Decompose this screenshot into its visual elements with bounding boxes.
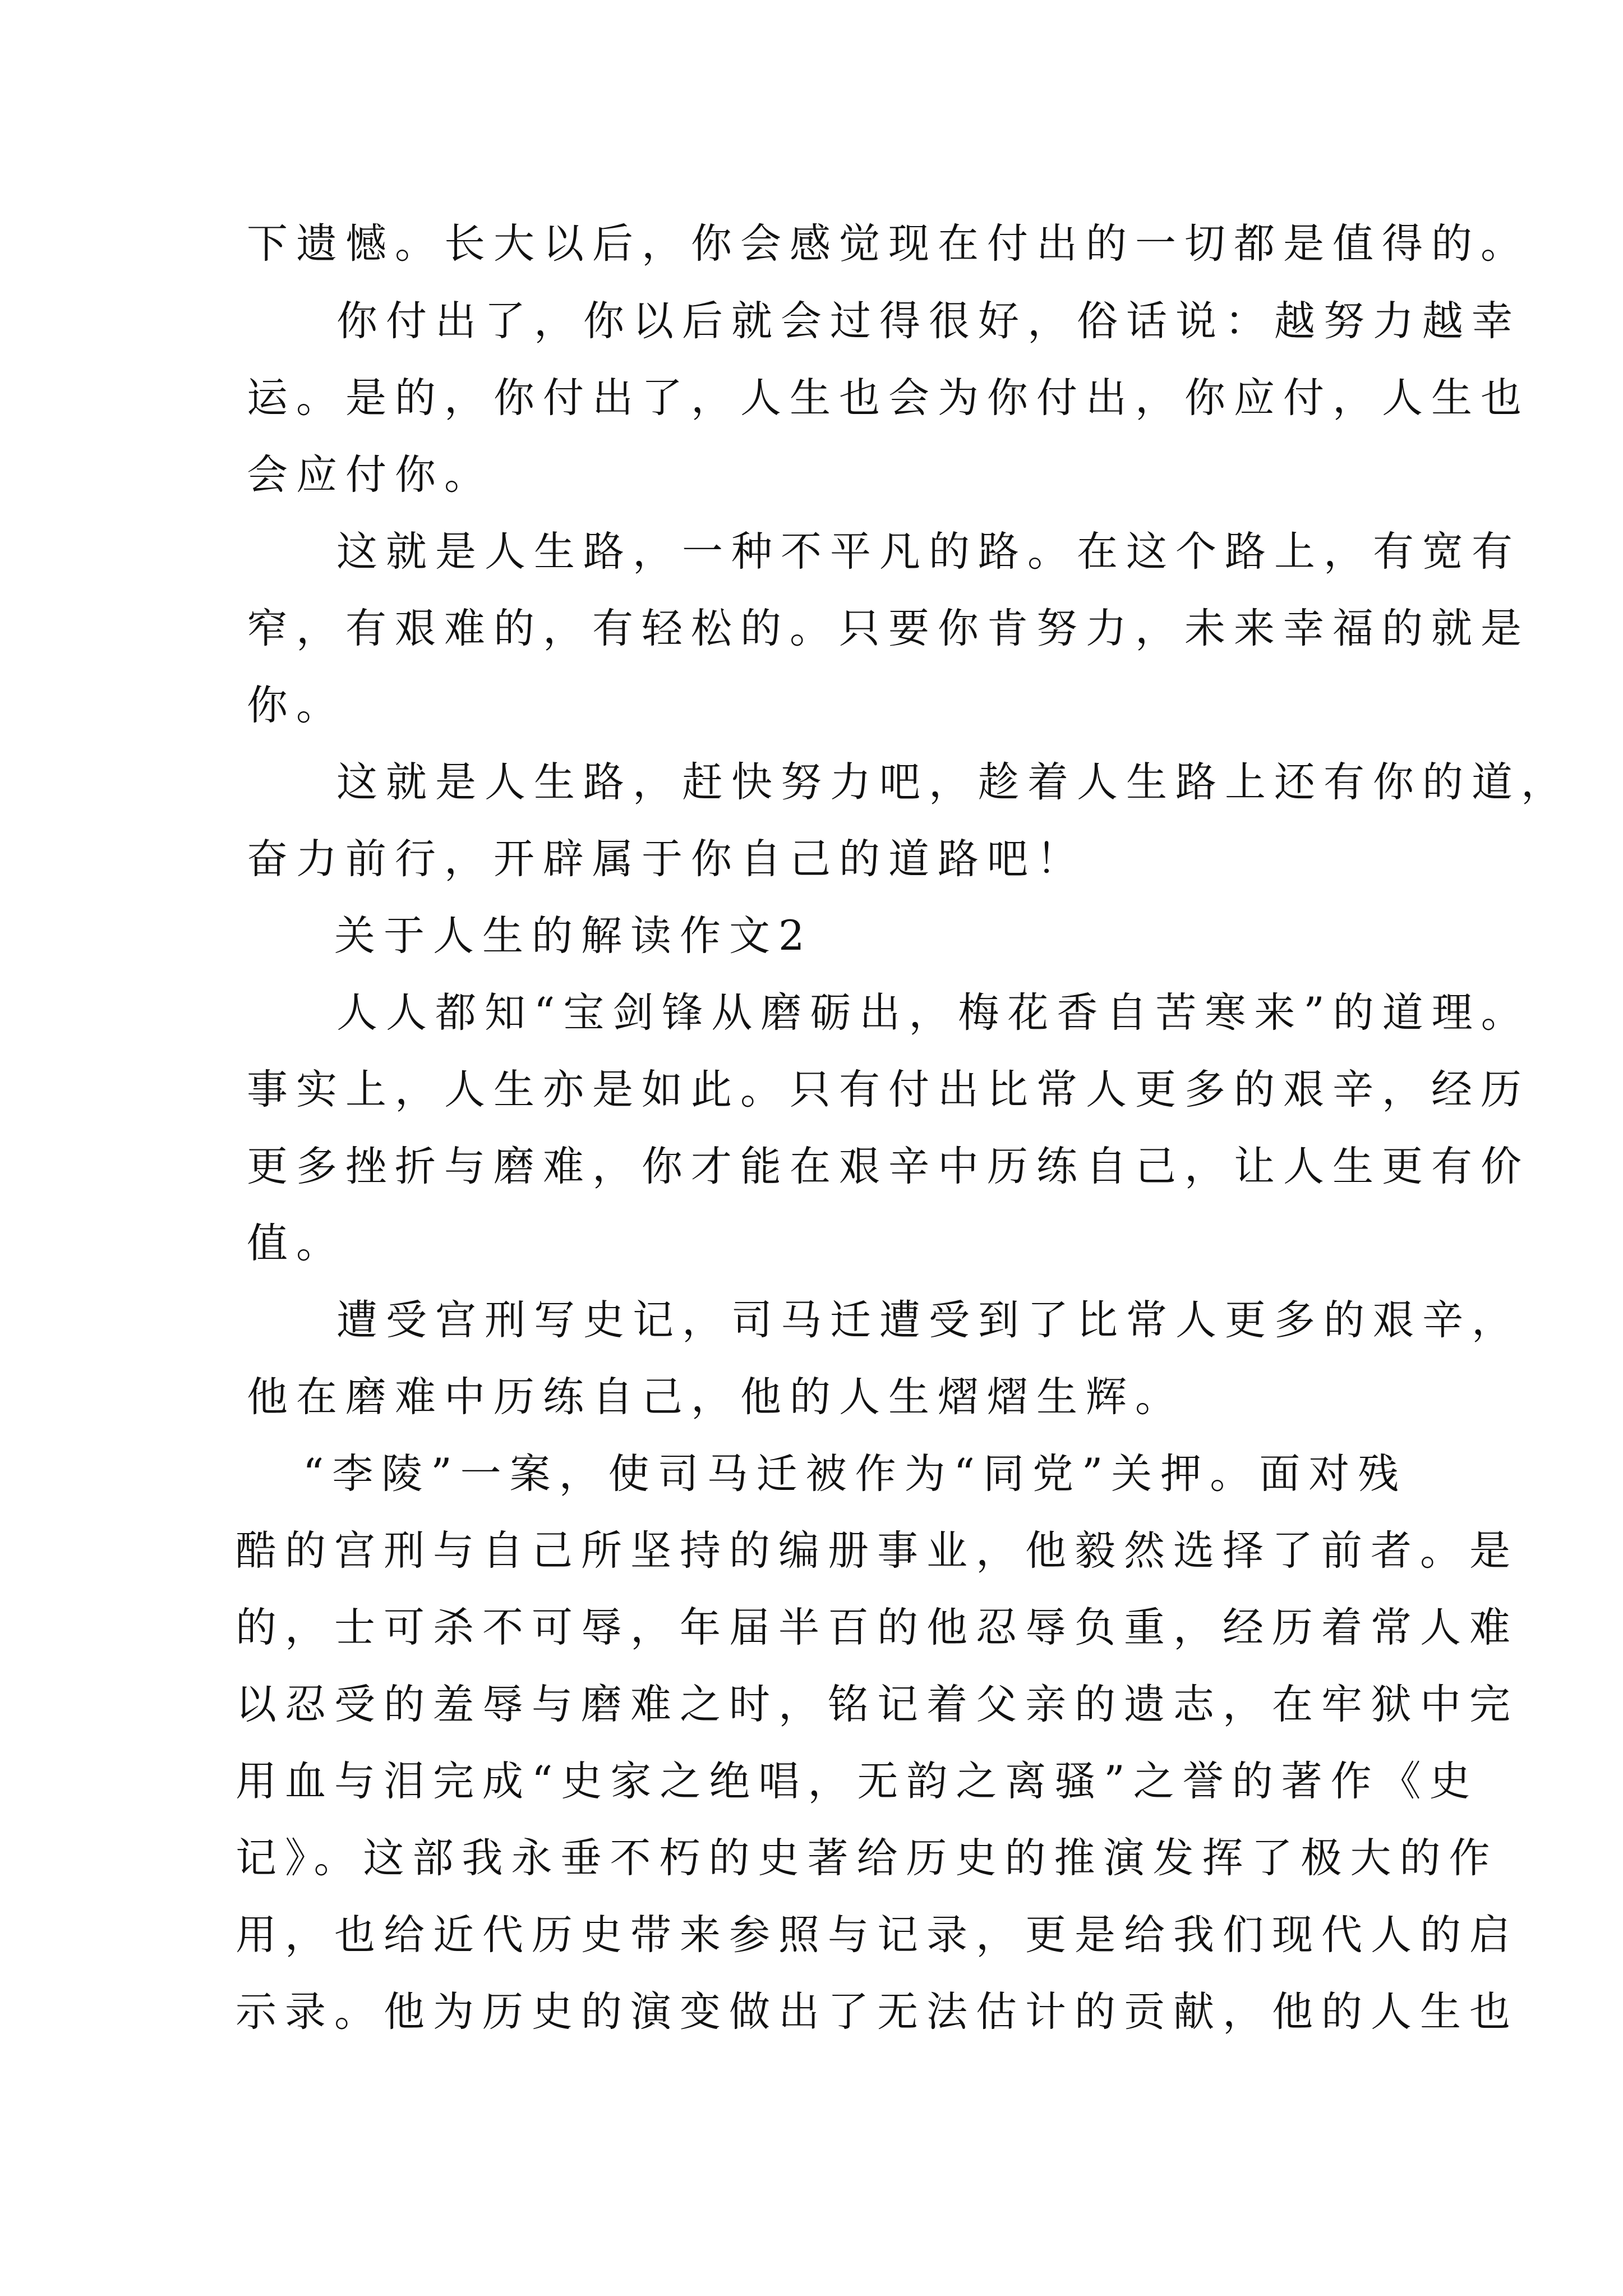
paragraph-first-line: 遭受宫刑写史记，司马迁遭受到了比常人更多的艰辛， (336, 1296, 1521, 1344)
text-line: 奋力前行，开辟属于你自己的道路吧！ (247, 835, 1086, 883)
text-line: 记》。这部我永垂不朽的史著给历史的推演发挥了极大的作 (236, 1834, 1498, 1882)
text-line: 下遗憾。长大以后，你会感觉现在付出的一切都是值得的。 (247, 220, 1530, 268)
text-line: 会应付你。 (247, 451, 494, 499)
paragraph-first-line: “李陵”一案，使司马迁被作为“同党”关押。面对残 (303, 1450, 1408, 1498)
text-line: 运。是的，你付出了，人生也会为你付出，你应付，人生也 (247, 374, 1530, 422)
text-line: 以忍受的羞辱与磨难之时，铭记着父亲的遗志，在牢狱中完 (236, 1681, 1519, 1728)
text-line: 用，也给近代历史带来参照与记录，更是给我们现代人的启 (236, 1911, 1519, 1959)
text-line: 示录。他为历史的演变做出了无法估计的贡献，他的人生也 (236, 1988, 1519, 2036)
text-line: 酷的宫刑与自己所坚持的编册事业，他毅然选择了前者。是 (236, 1527, 1519, 1575)
section-heading: 关于人生的解读作文2 (334, 912, 813, 960)
paragraph-first-line: 你付出了，你以后就会过得很好，俗话说：越努力越幸 (336, 297, 1521, 345)
paragraph-first-line: 这就是人生路，一种不平凡的路。在这个路上，有宽有 (336, 528, 1521, 576)
text-line: 值。 (247, 1220, 345, 1267)
text-line: 事实上，人生亦是如此。只有付出比常人更多的艰辛，经历 (247, 1066, 1530, 1114)
paragraph-first-line: 这就是人生路，赶快努力吧，趁着人生路上还有你的道， (336, 758, 1570, 806)
text-line: 更多挫折与磨难，你才能在艰辛中历练自己，让人生更有价 (247, 1143, 1530, 1190)
text-line: 你。 (247, 682, 345, 729)
paragraph-first-line: 人人都知“宝剑锋从磨砺出，梅花香自苦寒来”的道理。 (336, 989, 1530, 1037)
text-line: 用血与泪完成“史家之绝唱，无韵之离骚”之誉的著作《史 (236, 1757, 1479, 1805)
text-line: 窄，有艰难的，有轻松的。只要你肯努力，未来幸福的就是 (247, 605, 1530, 652)
text-line: 他在磨难中历练自己，他的人生熠熠生辉。 (247, 1373, 1184, 1421)
text-line: 的，士可杀不可辱，年届半百的他忍辱负重，经历着常人难 (236, 1604, 1519, 1651)
